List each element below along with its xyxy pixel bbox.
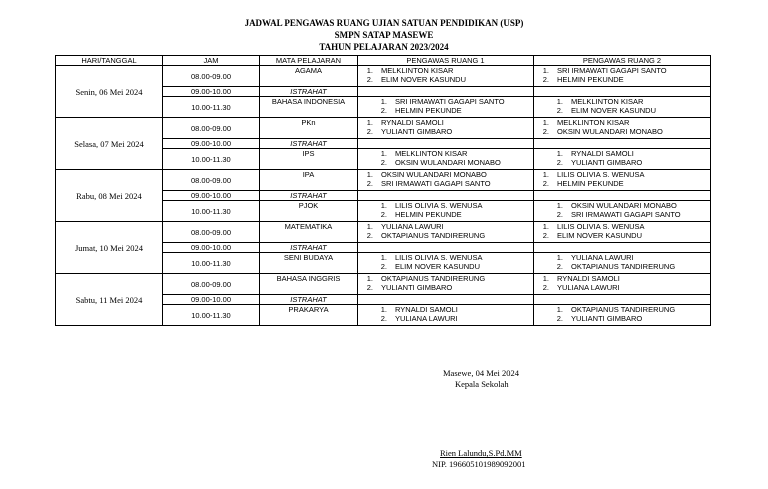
proctors-room-1 bbox=[358, 222, 534, 243]
proctors-room-2 bbox=[534, 97, 711, 118]
proctors-room-2 bbox=[534, 305, 711, 326]
proctor-name: ELIM NOVER KASUNDU bbox=[571, 106, 657, 115]
proctor-entry bbox=[537, 66, 707, 75]
proctor-name: OKSIN WULANDARI MONABO bbox=[395, 158, 501, 167]
proctor-name: OKTAPIANUS TANDIRERUNG bbox=[571, 262, 676, 271]
proctor-name: YULIANTI GIMBARO bbox=[381, 283, 453, 292]
list-number: 1. bbox=[366, 222, 373, 231]
proctor-name: LILIS OLIVIA S. WENUSA bbox=[557, 222, 645, 231]
list-number: 2. bbox=[380, 314, 387, 323]
proctor-name: OKSIN WULANDARI MONABO bbox=[557, 127, 663, 136]
school-name: SMPN SATAP MASEWE bbox=[334, 30, 434, 40]
list-number: 1. bbox=[542, 274, 549, 283]
time-slot: 09.00-10.00 bbox=[163, 139, 260, 149]
list-number: 2. bbox=[366, 231, 373, 240]
proctor-name: YULIANA LAWURI bbox=[571, 253, 634, 262]
principal-name: Rien Lalundu,S.Pd.MM bbox=[440, 448, 522, 458]
proctor-name: RYNALDI SAMOLI bbox=[395, 305, 458, 314]
proctor-name: SRI IRMAWATI GAGAPI SANTO bbox=[557, 66, 667, 75]
proctor-entry bbox=[361, 170, 530, 179]
list-number: 2. bbox=[380, 106, 387, 115]
list-number: 2. bbox=[556, 106, 563, 115]
proctor-entry bbox=[537, 210, 707, 219]
list-number: 2. bbox=[556, 158, 563, 167]
proctors-room-2 bbox=[534, 201, 711, 222]
proctors-room-2 bbox=[534, 274, 711, 295]
proctor-name: MELKLINTON KISAR bbox=[571, 97, 644, 106]
subject: PRAKARYA bbox=[260, 305, 358, 326]
proctor-entry bbox=[361, 106, 530, 115]
proctors-room-1 bbox=[358, 201, 534, 222]
list-number: 2. bbox=[366, 283, 373, 292]
break-empty-cell bbox=[534, 139, 711, 149]
break-label: ISTRAHAT bbox=[260, 243, 358, 253]
proctor-entry bbox=[361, 222, 530, 231]
proctor-name: SRI IRMAWATI GAGAPI SANTO bbox=[381, 179, 491, 188]
table-row bbox=[56, 66, 711, 87]
proctors-room-2 bbox=[534, 253, 711, 274]
proctor-entry bbox=[537, 170, 707, 179]
table-row bbox=[56, 170, 711, 191]
proctor-entry bbox=[537, 222, 707, 231]
list-number: 2. bbox=[366, 127, 373, 136]
subject: AGAMA bbox=[260, 66, 358, 87]
day-date: Rabu, 08 Mei 2024 bbox=[56, 170, 163, 222]
list-number: 1. bbox=[366, 274, 373, 283]
sign-role: Kepala Sekolah bbox=[455, 379, 509, 389]
break-label: ISTRAHAT bbox=[260, 295, 358, 305]
proctors-room-2 bbox=[534, 222, 711, 243]
list-number: 1. bbox=[556, 97, 563, 106]
subject: PJOK bbox=[260, 201, 358, 222]
principal-nip: NIP. 196605101989092001 bbox=[432, 459, 526, 469]
proctor-name: OKTAPIANUS TANDIRERUNG bbox=[381, 231, 486, 240]
proctor-name: LILIS OLIVIA S. WENUSA bbox=[395, 201, 483, 210]
table-header-row bbox=[56, 56, 711, 66]
proctors-room-1 bbox=[358, 149, 534, 170]
break-empty-cell bbox=[358, 139, 534, 149]
proctor-name: HELMIN PEKUNDE bbox=[557, 75, 624, 84]
table-row bbox=[56, 118, 711, 139]
proctor-entry bbox=[537, 127, 707, 136]
time-slot: 10.00-11.30 bbox=[163, 149, 260, 170]
day-date: Senin, 06 Mei 2024 bbox=[56, 66, 163, 118]
break-empty-cell bbox=[534, 191, 711, 201]
col-header-subject: MATA PELAJARAN bbox=[260, 56, 358, 66]
sign-place-date: Masewe, 04 Mei 2024 bbox=[443, 368, 520, 378]
proctor-name: ELIM NOVER KASUNDU bbox=[557, 231, 643, 240]
list-number: 2. bbox=[380, 158, 387, 167]
day-date: Selasa, 07 Mei 2024 bbox=[56, 118, 163, 170]
proctor-name: YULIANA LAWURI bbox=[557, 283, 620, 292]
proctor-entry bbox=[537, 149, 707, 158]
list-number: 2. bbox=[542, 127, 549, 136]
day-date: Jumat, 10 Mei 2024 bbox=[56, 222, 163, 274]
break-empty-cell bbox=[358, 243, 534, 253]
time-slot: 08.00-09.00 bbox=[163, 118, 260, 139]
time-slot: 09.00-10.00 bbox=[163, 87, 260, 97]
list-number: 1. bbox=[366, 118, 373, 127]
proctor-name: RYNALDI SAMOLI bbox=[557, 274, 620, 283]
time-slot: 09.00-10.00 bbox=[163, 191, 260, 201]
proctor-entry bbox=[361, 283, 530, 292]
table-row bbox=[56, 222, 711, 243]
proctor-entry bbox=[361, 231, 530, 240]
table-row bbox=[56, 274, 711, 295]
proctor-entry bbox=[537, 158, 707, 167]
proctor-entry bbox=[361, 127, 530, 136]
time-slot: 10.00-11.30 bbox=[163, 97, 260, 118]
proctor-name: RYNALDI SAMOLI bbox=[571, 149, 634, 158]
proctor-name: LILIS OLIVIA S. WENUSA bbox=[557, 170, 645, 179]
time-slot: 08.00-09.00 bbox=[163, 66, 260, 87]
time-slot: 08.00-09.00 bbox=[163, 274, 260, 295]
list-number: 1. bbox=[556, 305, 563, 314]
proctors-room-2 bbox=[534, 170, 711, 191]
schedule-table bbox=[55, 55, 711, 326]
proctor-name: SRI IRMAWATI GAGAPI SANTO bbox=[395, 97, 505, 106]
proctor-entry bbox=[361, 274, 530, 283]
time-slot: 10.00-11.30 bbox=[163, 305, 260, 326]
proctor-name: YULIANTI GIMBARO bbox=[571, 314, 643, 323]
proctor-entry bbox=[537, 118, 707, 127]
proctor-entry bbox=[537, 179, 707, 188]
list-number: 1. bbox=[380, 253, 387, 262]
proctor-entry bbox=[361, 118, 530, 127]
list-number: 2. bbox=[556, 314, 563, 323]
proctor-name: MELKLINTON KISAR bbox=[395, 149, 468, 158]
proctor-entry bbox=[361, 66, 530, 75]
proctor-entry bbox=[537, 231, 707, 240]
proctor-entry bbox=[361, 97, 530, 106]
list-number: 1. bbox=[380, 201, 387, 210]
proctor-entry bbox=[361, 253, 530, 262]
list-number: 2. bbox=[380, 262, 387, 271]
break-label: ISTRAHAT bbox=[260, 191, 358, 201]
time-slot: 10.00-11.30 bbox=[163, 253, 260, 274]
proctor-name: MELKLINTON KISAR bbox=[381, 66, 454, 75]
proctor-entry bbox=[361, 158, 530, 167]
list-number: 1. bbox=[556, 149, 563, 158]
day-date: Sabtu, 11 Mei 2024 bbox=[56, 274, 163, 326]
break-empty-cell bbox=[358, 191, 534, 201]
subject: MATEMATIKA bbox=[260, 222, 358, 243]
proctor-entry bbox=[361, 314, 530, 323]
break-empty-cell bbox=[534, 243, 711, 253]
proctor-entry bbox=[537, 314, 707, 323]
proctor-name: HELMIN PEKUNDE bbox=[395, 210, 462, 219]
proctor-entry bbox=[361, 210, 530, 219]
proctors-room-1 bbox=[358, 274, 534, 295]
time-slot: 08.00-09.00 bbox=[163, 222, 260, 243]
break-empty-cell bbox=[358, 295, 534, 305]
list-number: 2. bbox=[366, 75, 373, 84]
list-number: 2. bbox=[380, 210, 387, 219]
proctor-name: HELMIN PEKUNDE bbox=[557, 179, 624, 188]
proctor-entry bbox=[537, 283, 707, 292]
subject: SENI BUDAYA bbox=[260, 253, 358, 274]
subject: PKn bbox=[260, 118, 358, 139]
list-number: 1. bbox=[556, 253, 563, 262]
list-number: 1. bbox=[380, 149, 387, 158]
proctor-entry bbox=[361, 149, 530, 158]
proctors-room-1 bbox=[358, 170, 534, 191]
break-empty-cell bbox=[534, 87, 711, 97]
proctor-name: LILIS OLIVIA S. WENUSA bbox=[395, 253, 483, 262]
break-label: ISTRAHAT bbox=[260, 87, 358, 97]
break-label: ISTRAHAT bbox=[260, 139, 358, 149]
list-number: 2. bbox=[542, 231, 549, 240]
proctor-name: RYNALDI SAMOLI bbox=[381, 118, 444, 127]
proctor-name: ELIM NOVER KASUNDU bbox=[381, 75, 467, 84]
proctor-name: MELKLINTON KISAR bbox=[557, 118, 630, 127]
subject: BAHASA INGGRIS bbox=[260, 274, 358, 295]
list-number: 2. bbox=[556, 262, 563, 271]
subject: IPS bbox=[260, 149, 358, 170]
proctors-room-2 bbox=[534, 118, 711, 139]
list-number: 1. bbox=[542, 222, 549, 231]
proctors-room-1 bbox=[358, 66, 534, 87]
break-empty-cell bbox=[534, 295, 711, 305]
list-number: 1. bbox=[542, 118, 549, 127]
proctor-name: OKSIN WULANDARI MONABO bbox=[571, 201, 677, 210]
subject: IPA bbox=[260, 170, 358, 191]
proctor-entry bbox=[537, 106, 707, 115]
proctor-entry bbox=[537, 262, 707, 271]
proctors-room-1 bbox=[358, 97, 534, 118]
proctor-name: YULIANTI GIMBARO bbox=[571, 158, 643, 167]
proctor-entry bbox=[361, 75, 530, 84]
list-number: 1. bbox=[366, 66, 373, 75]
proctor-entry bbox=[361, 179, 530, 188]
proctor-name: OKTAPIANUS TANDIRERUNG bbox=[571, 305, 676, 314]
time-slot: 08.00-09.00 bbox=[163, 170, 260, 191]
time-slot: 09.00-10.00 bbox=[163, 295, 260, 305]
proctor-entry bbox=[361, 305, 530, 314]
proctor-entry bbox=[537, 305, 707, 314]
subject: BAHASA INDONESIA bbox=[260, 97, 358, 118]
proctor-entry bbox=[537, 201, 707, 210]
col-header-room1: PENGAWAS RUANG 1 bbox=[358, 56, 534, 66]
list-number: 1. bbox=[380, 305, 387, 314]
proctor-entry bbox=[537, 97, 707, 106]
proctor-entry bbox=[361, 262, 530, 271]
proctor-name: YULIANA LAWURI bbox=[395, 314, 458, 323]
col-header-day: HARI/TANGGAL bbox=[56, 56, 163, 66]
col-header-room2: PENGAWAS RUANG 2 bbox=[534, 56, 711, 66]
list-number: 2. bbox=[542, 75, 549, 84]
proctor-entry bbox=[537, 75, 707, 84]
proctor-name: OKSIN WULANDARI MONABO bbox=[381, 170, 487, 179]
proctors-room-1 bbox=[358, 118, 534, 139]
proctor-name: YULIANTI GIMBARO bbox=[381, 127, 453, 136]
proctor-entry bbox=[361, 201, 530, 210]
proctor-name: OKTAPIANUS TANDIRERUNG bbox=[381, 274, 486, 283]
proctors-room-1 bbox=[358, 305, 534, 326]
list-number: 2. bbox=[542, 179, 549, 188]
list-number: 1. bbox=[380, 97, 387, 106]
proctor-name: ELIM NOVER KASUNDU bbox=[395, 262, 481, 271]
proctor-entry bbox=[537, 274, 707, 283]
break-empty-cell bbox=[358, 87, 534, 97]
proctors-room-1 bbox=[358, 253, 534, 274]
list-number: 1. bbox=[366, 170, 373, 179]
proctor-name: YULIANA LAWURI bbox=[381, 222, 444, 231]
list-number: 2. bbox=[366, 179, 373, 188]
col-header-time: JAM bbox=[163, 56, 260, 66]
proctor-entry bbox=[537, 253, 707, 262]
list-number: 1. bbox=[542, 66, 549, 75]
list-number: 1. bbox=[542, 170, 549, 179]
list-number: 1. bbox=[556, 201, 563, 210]
time-slot: 10.00-11.30 bbox=[163, 201, 260, 222]
list-number: 2. bbox=[542, 283, 549, 292]
proctor-name: SRI IRMAWATI GAGAPI SANTO bbox=[571, 210, 681, 219]
time-slot: 09.00-10.00 bbox=[163, 243, 260, 253]
proctors-room-2 bbox=[534, 66, 711, 87]
doc-title: JADWAL PENGAWAS RUANG UJIAN SATUAN PENDIDIKAN (USP) bbox=[244, 18, 524, 28]
academic-year: TAHUN PELAJARAN 2023/2024 bbox=[319, 42, 449, 52]
proctor-name: HELMIN PEKUNDE bbox=[395, 106, 462, 115]
proctors-room-2 bbox=[534, 149, 711, 170]
list-number: 2. bbox=[556, 210, 563, 219]
